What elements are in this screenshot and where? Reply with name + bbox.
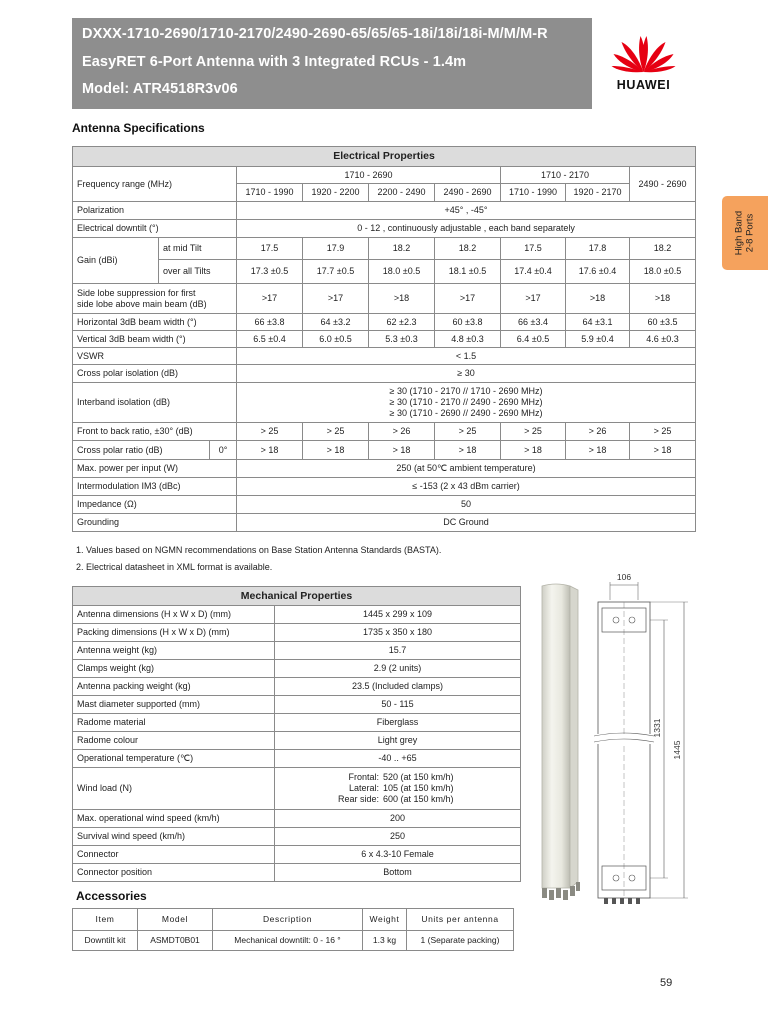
gain-mid-value: 17.9 xyxy=(303,238,369,260)
row-label-impedance: Impedance (Ω) xyxy=(73,496,237,514)
sub-band-4: 2490 - 2690 xyxy=(435,184,501,202)
header-banner xyxy=(72,18,695,109)
section-title-accessories: Accessories xyxy=(76,889,147,903)
wind-load-label: Wind load (N) xyxy=(73,768,275,810)
side-tab-label xyxy=(735,211,756,255)
row-label-gain: Gain (dBi) xyxy=(73,238,159,284)
cpr-angle: 0° xyxy=(218,445,228,455)
side-tab-line1: High Band xyxy=(733,210,745,256)
row-label-grounding: Grounding xyxy=(73,514,237,532)
ftb-value: > 26 xyxy=(369,423,435,441)
sidelobe-value: >18 xyxy=(369,284,435,314)
mech-value: 2.9 (2 units) xyxy=(275,660,521,678)
polarization-value: +45° , -45° xyxy=(237,202,696,220)
vbw-value: 4.8 ±0.3 xyxy=(435,331,501,348)
hbw-value: 62 ±2.3 xyxy=(369,314,435,331)
sub-band-6: 1920 - 2170 xyxy=(566,184,630,202)
footnote-1: 1. Values based on NGMN recommendations on Base Station Antenna Standards (BASTA). xyxy=(76,545,442,555)
wind-value: 105 (at 150 km/h) xyxy=(383,783,454,793)
sub-band-5: 1710 - 1990 xyxy=(501,184,566,202)
hbw-value: 66 ±3.8 xyxy=(237,314,303,331)
cpr-value: > 18 xyxy=(237,441,303,460)
footnote-2: 2. Electrical datasheet in XML format is available. xyxy=(76,562,273,572)
wind-value: 520 (at 150 km/h) xyxy=(383,772,454,782)
antenna-dimension-drawing xyxy=(588,570,698,910)
row-label-front-to-back: Front to back ratio, ±30° (dB) xyxy=(73,423,237,441)
cpr-value: > 18 xyxy=(435,441,501,460)
row-label-im3: Intermodulation IM3 (dBc) xyxy=(73,478,237,496)
wind-key: Lateral: xyxy=(348,783,379,793)
gain-mid-label: at mid Tilt xyxy=(159,238,237,260)
cpr-label: Cross polar ratio (dB) xyxy=(73,441,210,459)
vswr-value: < 1.5 xyxy=(237,348,696,365)
mech-value: Fiberglass xyxy=(275,714,521,732)
gain-all-value: 18.0 ±0.5 xyxy=(369,260,435,284)
accessory-description: Mechanical downtilt: 0 - 16 ° xyxy=(213,931,363,951)
mechanical-properties-heading: Mechanical Properties xyxy=(73,587,521,606)
interband-values xyxy=(237,383,696,423)
mech-label: Survival wind speed (km/h) xyxy=(73,828,275,846)
row-label-max-power: Max. power per input (W) xyxy=(73,460,237,478)
ftb-value: > 25 xyxy=(630,423,696,441)
mech-value: Bottom xyxy=(275,864,521,882)
max-power-value: 250 (at 50℃ ambient temperature) xyxy=(237,460,696,478)
mech-label: Antenna dimensions (H x W x D) (mm) xyxy=(73,606,275,624)
side-tab-line2: 2-8 Ports xyxy=(744,213,755,253)
gain-all-value: 17.6 ±0.4 xyxy=(566,260,630,284)
row-label-frequency: Frequency range (MHz) xyxy=(73,167,237,202)
cpr-value: > 18 xyxy=(303,441,369,460)
huawei-petal-icon xyxy=(592,18,695,78)
mech-label: Clamps weight (kg) xyxy=(73,660,275,678)
accessories-table xyxy=(72,908,514,951)
wind-value: 600 (at 150 km/h) xyxy=(383,794,454,804)
logo-text: HUAWEI xyxy=(616,78,671,92)
row-label-hbw: Horizontal 3dB beam width (°) xyxy=(73,314,237,331)
sidelobe-value: >17 xyxy=(435,284,501,314)
mech-label: Mast diameter supported (mm) xyxy=(73,696,275,714)
gain-mid-value: 18.2 xyxy=(630,238,696,260)
mechanical-properties-table xyxy=(72,586,521,882)
gain-mid-value: 18.2 xyxy=(435,238,501,260)
wind-key: Rear side: xyxy=(337,794,379,804)
gain-mid-value: 18.2 xyxy=(369,238,435,260)
accessories-header-units: Units per antenna xyxy=(407,909,514,931)
electrical-properties-table xyxy=(72,146,696,532)
interband-line: ≥ 30 (1710 - 2690 // 2490 - 2690 MHz) xyxy=(389,408,543,418)
hbw-value: 64 ±3.2 xyxy=(303,314,369,331)
accessory-units: 1 (Separate packing) xyxy=(407,931,514,951)
vbw-value: 6.0 ±0.5 xyxy=(303,331,369,348)
section-side-tab xyxy=(722,196,768,270)
mech-value: 200 xyxy=(275,810,521,828)
dimension-width-label: 106 xyxy=(616,572,632,582)
hbw-value: 64 ±3.1 xyxy=(566,314,630,331)
hbw-value: 66 ±3.4 xyxy=(501,314,566,331)
row-label-cross-isolation: Cross polar isolation (dB) xyxy=(73,365,237,383)
band-group-3: 2490 - 2690 xyxy=(630,167,696,202)
mech-label: Connector position xyxy=(73,864,275,882)
section-title-antenna-specifications: Antenna Specifications xyxy=(72,121,205,135)
vbw-value: 4.6 ±0.3 xyxy=(630,331,696,348)
ftb-value: > 25 xyxy=(435,423,501,441)
mech-label: Antenna weight (kg) xyxy=(73,642,275,660)
sidelobe-value: >18 xyxy=(630,284,696,314)
wind-load-values xyxy=(275,768,521,810)
mech-label: Radome material xyxy=(73,714,275,732)
mech-label: Max. operational wind speed (km/h) xyxy=(73,810,275,828)
huawei-logo xyxy=(592,18,695,109)
ftb-value: > 25 xyxy=(237,423,303,441)
gain-all-value: 17.4 ±0.4 xyxy=(501,260,566,284)
dimension-inner-label: 1331 xyxy=(652,718,662,738)
sidelobe-value: >17 xyxy=(303,284,369,314)
gain-mid-value: 17.5 xyxy=(501,238,566,260)
mech-value: 50 - 115 xyxy=(275,696,521,714)
downtilt-value: 0 - 12 , continuously adjustable , each band separately xyxy=(237,220,696,238)
accessories-header-weight: Weight xyxy=(363,909,407,931)
dimension-outer-label: 1445 xyxy=(672,740,682,760)
page-number: 59 xyxy=(660,977,673,989)
header-title-line2: EasyRET 6-Port Antenna with 3 Integrated RCUs - 1.4m xyxy=(82,54,467,70)
hbw-value: 60 ±3.8 xyxy=(435,314,501,331)
band-group-1: 1710 - 2690 xyxy=(237,167,501,184)
gain-all-value: 17.3 ±0.5 xyxy=(237,260,303,284)
ftb-value: > 26 xyxy=(566,423,630,441)
mech-label: Radome colour xyxy=(73,732,275,750)
header-title-line1: DXXX-1710-2690/1710-2170/2490-2690-65/65/65-18i/18i/18i-M/M/M-R xyxy=(82,26,548,42)
ftb-value: > 25 xyxy=(501,423,566,441)
row-label-vswr: VSWR xyxy=(73,348,237,365)
mech-value: 6 x 4.3-10 Female xyxy=(275,846,521,864)
accessories-header-model: Model xyxy=(138,909,213,931)
wind-key: Frontal: xyxy=(348,772,379,782)
electrical-properties-heading: Electrical Properties xyxy=(73,147,696,167)
sidelobe-label-line1: Side lobe suppression for first xyxy=(77,287,196,298)
gain-mid-value: 17.5 xyxy=(237,238,303,260)
sidelobe-value: >17 xyxy=(501,284,566,314)
vbw-value: 6.4 ±0.5 xyxy=(501,331,566,348)
vbw-value: 6.5 ±0.4 xyxy=(237,331,303,348)
row-label-polarization: Polarization xyxy=(73,202,237,220)
gain-all-value: 17.7 ±0.5 xyxy=(303,260,369,284)
row-label-interband: Interband isolation (dB) xyxy=(73,383,237,423)
mech-value: Light grey xyxy=(275,732,521,750)
sub-band-3: 2200 - 2490 xyxy=(369,184,435,202)
sidelobe-value: >18 xyxy=(566,284,630,314)
row-label-vbw: Vertical 3dB beam width (°) xyxy=(73,331,237,348)
band-group-2: 1710 - 2170 xyxy=(501,167,630,184)
accessory-weight: 1.3 kg xyxy=(363,931,407,951)
mech-label: Connector xyxy=(73,846,275,864)
ftb-value: > 25 xyxy=(303,423,369,441)
mech-value: 23.5 (Included clamps) xyxy=(275,678,521,696)
interband-line: ≥ 30 (1710 - 2170 // 2490 - 2690 MHz) xyxy=(389,397,543,407)
sidelobe-label-line2: side lobe above main beam (dB) xyxy=(77,298,207,309)
sub-band-2: 1920 - 2200 xyxy=(303,184,369,202)
mech-value: 15.7 xyxy=(275,642,521,660)
header-model: Model: ATR4518R3v06 xyxy=(82,81,238,97)
accessory-model: ASMDT0B01 xyxy=(138,931,213,951)
impedance-value: 50 xyxy=(237,496,696,514)
vbw-value: 5.9 ±0.4 xyxy=(566,331,630,348)
gain-mid-value: 17.8 xyxy=(566,238,630,260)
row-label-sidelobe xyxy=(73,284,237,314)
mech-value: 1735 x 350 x 180 xyxy=(275,624,521,642)
accessories-header-description: Description xyxy=(213,909,363,931)
antenna-product-image xyxy=(528,582,593,907)
accessory-item: Downtilt kit xyxy=(73,931,138,951)
hbw-value: 60 ±3.5 xyxy=(630,314,696,331)
mech-label: Antenna packing weight (kg) xyxy=(73,678,275,696)
grounding-value: DC Ground xyxy=(237,514,696,532)
sub-band-1: 1710 - 1990 xyxy=(237,184,303,202)
im3-value: ≤ -153 (2 x 43 dBm carrier) xyxy=(237,478,696,496)
row-label-downtilt: Electrical downtilt (°) xyxy=(73,220,237,238)
interband-line: ≥ 30 (1710 - 2170 // 1710 - 2690 MHz) xyxy=(389,386,543,396)
sidelobe-value: >17 xyxy=(237,284,303,314)
accessories-header-item: Item xyxy=(73,909,138,931)
gain-all-label: over all Tilts xyxy=(159,260,237,284)
mech-label: Packing dimensions (H x W x D) (mm) xyxy=(73,624,275,642)
mech-value: 1445 x 299 x 109 xyxy=(275,606,521,624)
cpr-value: > 18 xyxy=(630,441,696,460)
vbw-value: 5.3 ±0.3 xyxy=(369,331,435,348)
mech-value: 250 xyxy=(275,828,521,846)
cpr-value: > 18 xyxy=(566,441,630,460)
gain-all-value: 18.1 ±0.5 xyxy=(435,260,501,284)
cpr-value: > 18 xyxy=(501,441,566,460)
cpr-value: > 18 xyxy=(369,441,435,460)
row-label-cross-polar-ratio xyxy=(73,441,237,460)
gain-all-value: 18.0 ±0.5 xyxy=(630,260,696,284)
cross-isolation-value: ≥ 30 xyxy=(237,365,696,383)
mech-value: -40 .. +65 xyxy=(275,750,521,768)
mech-label: Operational temperature (℃) xyxy=(73,750,275,768)
